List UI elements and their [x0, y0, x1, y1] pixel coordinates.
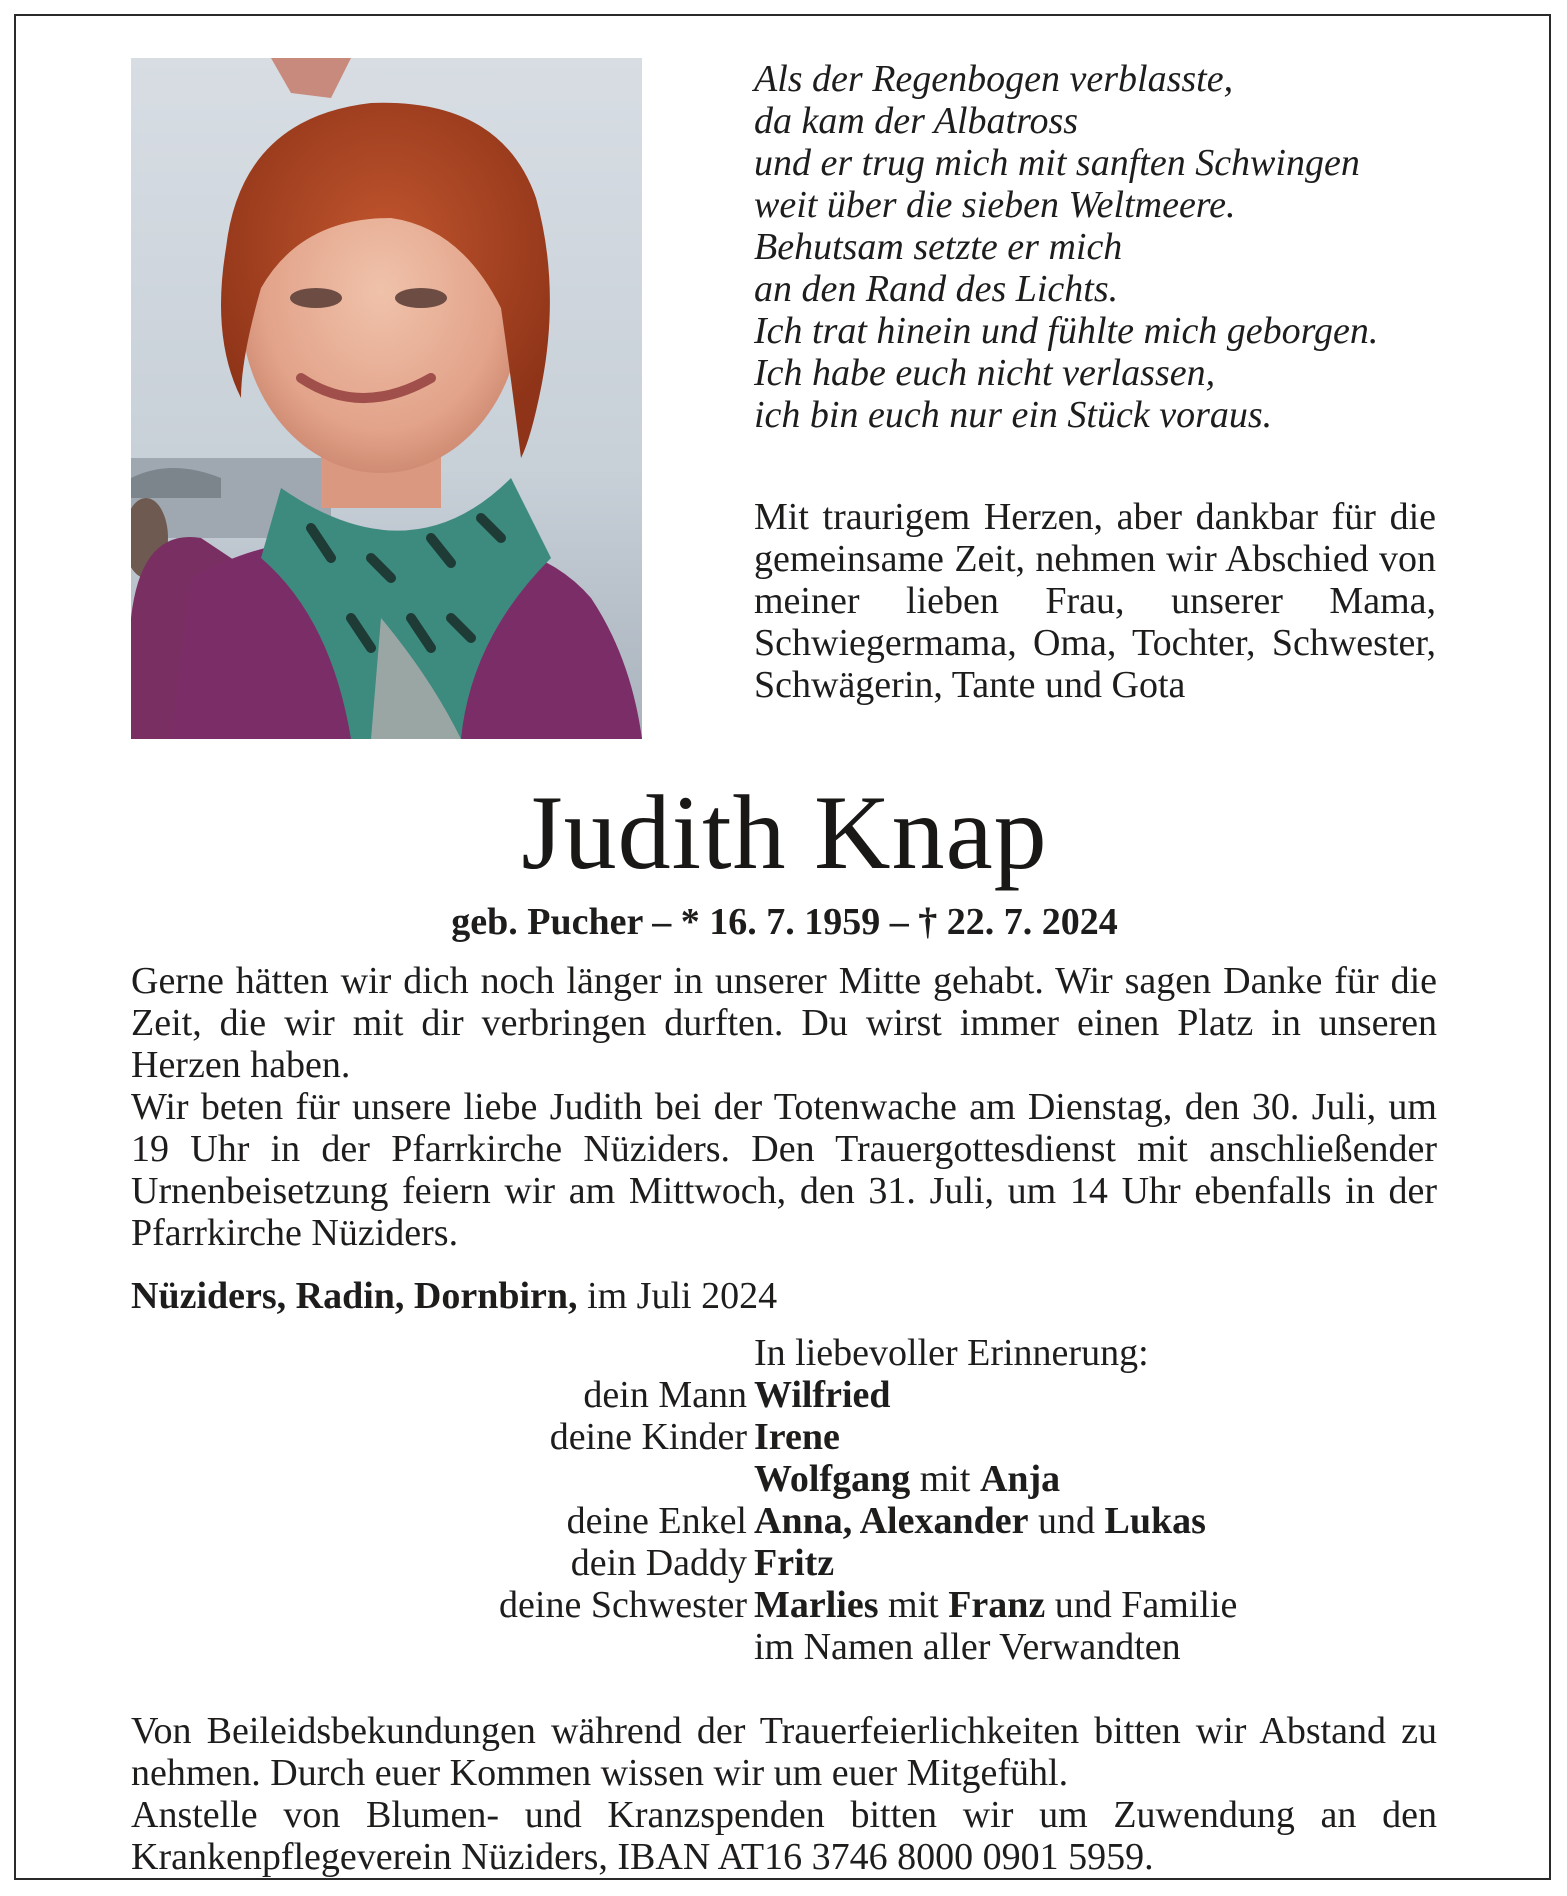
- relative-name: Anna, Alexander: [754, 1500, 1029, 1542]
- family-row: [16, 1458, 1553, 1500]
- footer-text: [131, 1710, 1437, 1878]
- family-row: [16, 1584, 1553, 1626]
- birth-death-details: geb. Pucher – * 16. 7. 1959 – † 22. 7. 2024: [451, 901, 1118, 943]
- relatives-note: im Namen aller Verwandten: [754, 1626, 1181, 1668]
- connector-text: und: [1037, 1500, 1095, 1542]
- relative-name: Fritz: [754, 1542, 835, 1584]
- relative-name: Marlies: [754, 1584, 879, 1626]
- relative-names: [754, 1542, 834, 1584]
- poem-line: da kam der Albatross: [754, 100, 1079, 142]
- poem-line: Ich trat hinein und fühlte mich geborgen.: [754, 310, 1379, 352]
- relation-label: deine Kinder: [549, 1416, 747, 1458]
- relative-name: Anja: [979, 1458, 1061, 1500]
- relative-names: [754, 1500, 1206, 1542]
- relative-names: [754, 1458, 1060, 1500]
- relative-names: [754, 1416, 840, 1458]
- relation-label: dein Daddy: [570, 1542, 747, 1584]
- relative-name: Lukas: [1104, 1500, 1206, 1542]
- family-row: [16, 1416, 1553, 1458]
- poem-line: an den Rand des Lichts.: [754, 268, 1119, 310]
- memory-heading: In liebevoller Erinnerung:: [754, 1332, 1149, 1374]
- intro-text: Mit traurigem Herzen, aber dankbar für die gemeinsame Zeit, nehmen wir Abschied von meiner lieben Frau, unserer Mama, Schwiegermama, Oma, Tochter, Schwester, Schwägerin, Tante und Gota: [754, 496, 1436, 706]
- connector-text: mit: [919, 1458, 971, 1500]
- poem-line: Als der Regenbogen verblasste,: [754, 58, 1234, 100]
- family-list: [16, 1374, 1553, 1668]
- thanks-paragraph: Gerne hätten wir dich noch länger in unserer Mitte gehabt. Wir sagen Danke für die Zeit, die wir mit dir verbringen durften. Du wirst immer einen Platz in unseren Herzen haben.: [131, 960, 1437, 1086]
- relative-name: Irene: [754, 1416, 840, 1458]
- connector-text: und Familie: [1054, 1584, 1238, 1626]
- relative-name: Wilfried: [754, 1374, 891, 1416]
- service-paragraph: Wir beten für unsere liebe Judith bei der Totenwache am Dienstag, den 30. Juli, um 19 Uhr in der Pfarrkirche Nüziders. Den Trauergottesdienst mit anschließender Urnenbeisetzung feiern wir am Mittwoch, den 31. Juli, um 14 Uhr ebenfalls in der Pfarrkirche Nüziders.: [131, 1086, 1437, 1254]
- portrait-photo: [131, 58, 642, 739]
- announcement-body: [131, 960, 1437, 1254]
- obituary-notice: [14, 14, 1551, 1880]
- poem-line: und er trug mich mit sanften Schwingen: [754, 142, 1360, 184]
- poem-line: ich bin euch nur ein Stück voraus.: [754, 394, 1273, 436]
- poem-line: Ich habe euch nicht verlassen,: [754, 352, 1216, 394]
- relative-name: Wolfgang: [754, 1458, 911, 1500]
- donation-paragraph: Anstelle von Blumen- und Kranzspenden bitten wir um Zuwendung an den Krankenpflegeverein Nüziders, IBAN AT16 3746 8000 0901 5959.: [131, 1794, 1437, 1878]
- condolence-paragraph: Von Beileidsbekundungen während der Trauerfeierlichkeiten bitten wir Abstand zu nehmen. Durch euer Kommen wissen wir um euer Mitgefühl.: [131, 1710, 1437, 1794]
- relative-names: [754, 1374, 891, 1416]
- family-row: [16, 1626, 1553, 1668]
- relative-names: [754, 1584, 1237, 1626]
- poem-line: Behutsam setzte er mich: [754, 226, 1123, 268]
- family-row: [16, 1374, 1553, 1416]
- place-date-text: im Juli 2024: [587, 1275, 778, 1317]
- connector-text: mit: [888, 1584, 939, 1626]
- portrait-image: [131, 58, 642, 739]
- family-row: [16, 1542, 1553, 1584]
- relation-label: deine Enkel: [566, 1500, 747, 1542]
- relation-label: dein Mann: [583, 1374, 747, 1416]
- relative-name: Franz: [948, 1584, 1046, 1626]
- family-row: [16, 1500, 1553, 1542]
- relation-label: deine Schwester: [499, 1584, 747, 1626]
- poem: [754, 58, 1474, 436]
- place-date: [131, 1274, 777, 1318]
- place-towns: Nüziders, Radin, Dornbirn,: [131, 1275, 578, 1317]
- deceased-name: Judith Knap: [521, 774, 1048, 891]
- poem-line: weit über die sieben Weltmeere.: [754, 184, 1236, 226]
